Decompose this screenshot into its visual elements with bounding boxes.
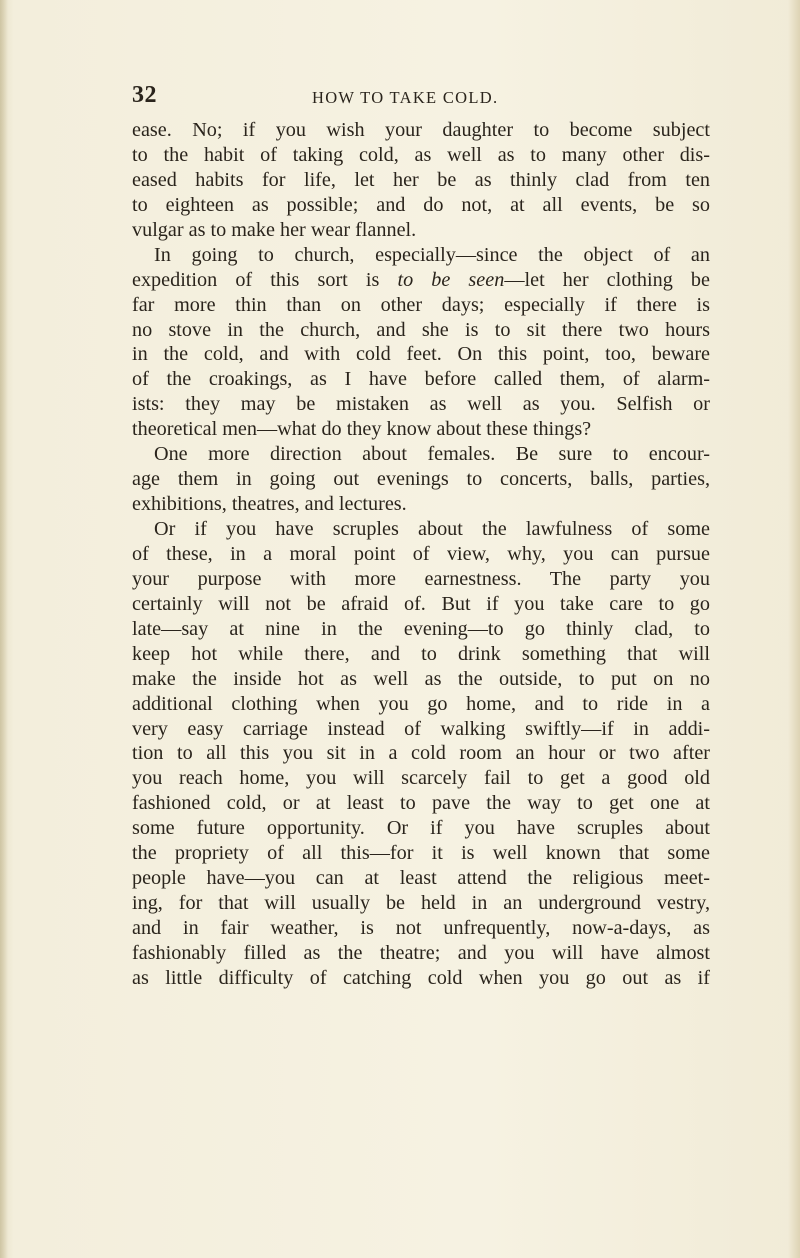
text-line: no stove in the church, and she is to sit there two hours: [132, 318, 710, 341]
text-line: additional clothing when you go home, and to ride in a: [132, 692, 710, 715]
text-line: fashioned cold, or at least to pave the way to get one at: [132, 792, 710, 815]
text-line: as little difficulty of catching cold when you go out as if: [132, 966, 710, 989]
text-line: ists: they may be mistaken as well as you. Selfish or: [132, 393, 710, 416]
text-line: in the cold, and with cold feet. On this point, too, beware: [132, 343, 710, 366]
text-line: In going to church, especially—since the object of an: [154, 243, 710, 266]
text-line: fashionably filled as the theatre; and you will have almost: [132, 941, 710, 964]
text-line: exhibitions, theatres, and lectures.: [132, 493, 407, 516]
text-line: late—say at nine in the evening—to go thinly clad, to: [132, 617, 710, 640]
text-line: vulgar as to make her wear flannel.: [132, 218, 417, 241]
text-line: people have—you can at least attend the religious meet-: [132, 867, 710, 890]
text-line: theoretical men—what do they know about these things?: [132, 418, 592, 441]
text-line: keep hot while there, and to drink something that will: [132, 642, 710, 665]
text-line: very easy carriage instead of walking swiftly—if in addi-: [132, 717, 710, 740]
text-line: tion to all this you sit in a cold room an hour or two after: [132, 742, 710, 765]
text-line: expedition of this sort is to be seen—let her clothing be: [132, 268, 710, 291]
text-line: ease. No; if you wish your daughter to become subject: [132, 119, 710, 141]
text-line: certainly will not be afraid of. But if you take care to go: [132, 592, 710, 615]
text-line: to the habit of taking cold, as well as to many other dis-: [132, 143, 710, 166]
page-gutter-shadow: [0, 0, 8, 1258]
page-number: 32: [132, 82, 157, 108]
text-line: and in fair weather, is not unfrequently, now-a-days, as: [132, 917, 710, 939]
text-line: eased habits for life, let her be as thinly clad from ten: [132, 168, 710, 191]
body-text: [132, 118, 710, 991]
running-head: HOW TO TAKE COLD.: [312, 88, 499, 107]
text-line: make the inside hot as well as the outside, to put on no: [132, 667, 710, 690]
text-line: to eighteen as possible; and do not, at all events, be so: [132, 193, 710, 216]
text-line: far more thin than on other days; especially if there is: [132, 293, 710, 316]
text-line: you reach home, you will scarcely fail to get a good old: [132, 767, 710, 790]
text-line: Or if you have scruples about the lawfulness of some: [154, 518, 710, 540]
page-edge-shadow: [788, 0, 800, 1258]
text-line: One more direction about females. Be sure to encour-: [154, 443, 710, 466]
emphasis: to be seen: [397, 268, 505, 291]
text-line: some future opportunity. Or if you have scruples about: [132, 817, 710, 840]
text-line: ing, for that will usually be held in an underground vestry,: [132, 892, 710, 915]
text-line: of the croakings, as I have before called them, of alarm-: [132, 368, 710, 391]
text-line: the propriety of all this—for it is well known that some: [132, 842, 710, 865]
text-line: age them in going out evenings to concerts, balls, parties,: [132, 468, 710, 491]
page-header: [132, 82, 712, 116]
text-line: of these, in a moral point of view, why, you can pursue: [132, 542, 710, 565]
text-line: your purpose with more earnestness. The party you: [132, 567, 710, 590]
